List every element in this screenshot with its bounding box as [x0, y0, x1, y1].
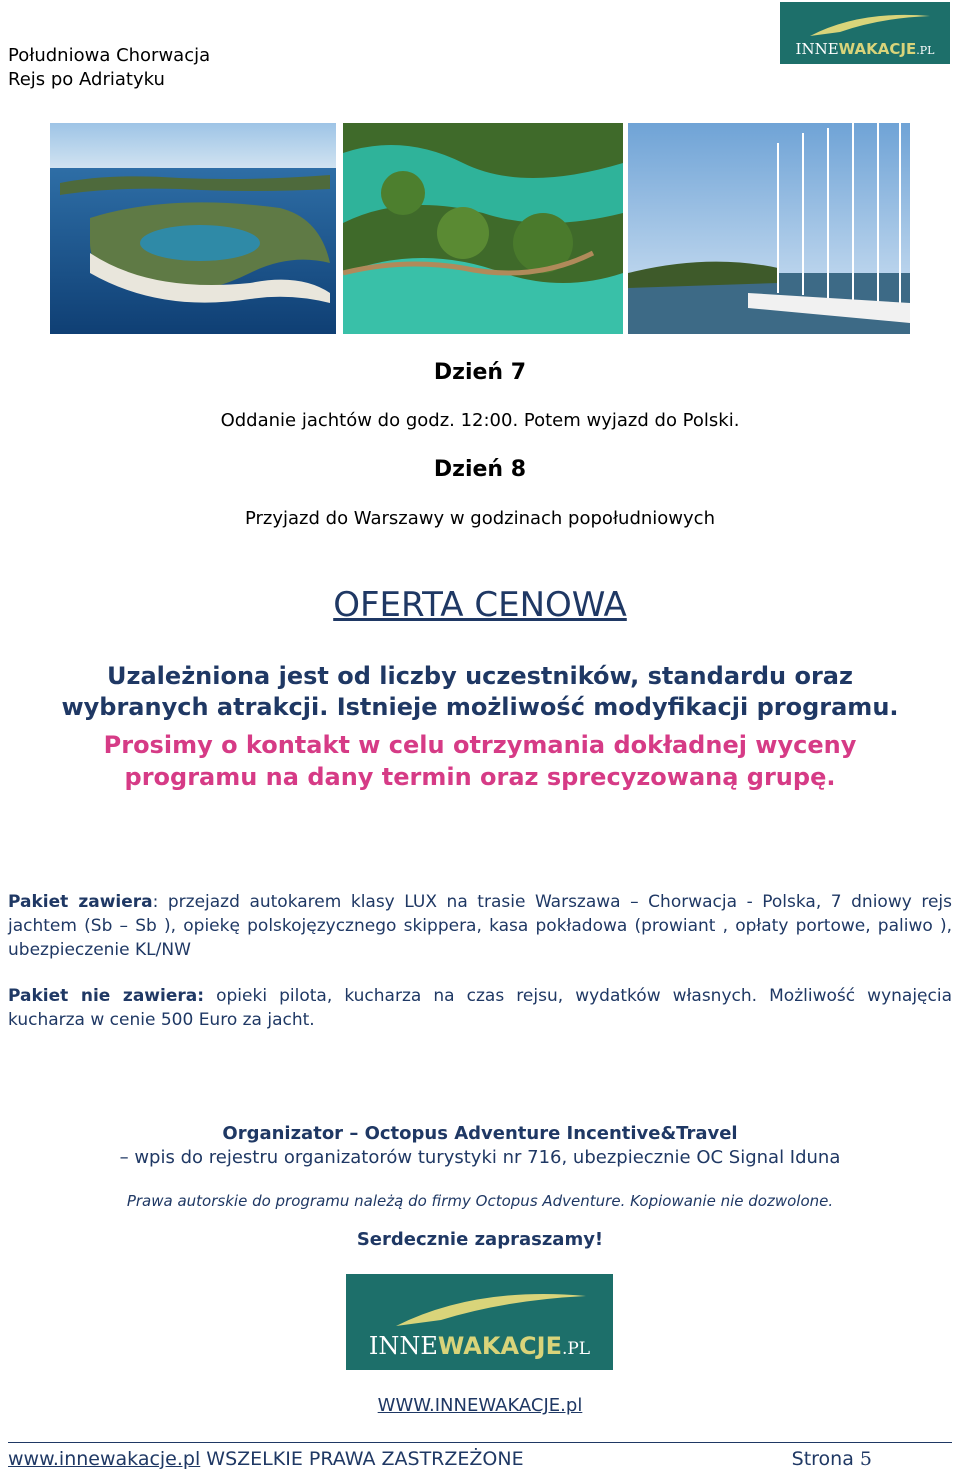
offer-line-1: Uzależniona jest od liczby uczestników, standardu oraz [107, 662, 853, 690]
day-7-title: Dzień 7 [433, 360, 527, 385]
organizer-title: Organizator – Octopus Adventure Incentive&Travel [222, 1123, 738, 1144]
logo-wakacje: WAKACJE [838, 40, 917, 58]
header-trip: Rejs po Adriatyku [8, 69, 165, 90]
logo-inne: INNE [368, 1332, 438, 1360]
landscape-coast-icon [50, 123, 336, 334]
includes-label: Pakiet zawiera [8, 892, 153, 912]
day-8-title: Dzień 8 [433, 457, 527, 482]
logo-wakacje: WAKACJE [437, 1332, 562, 1360]
offer-line-2: wybranych atrakcji. Istnieje możliwość modyfikacji programu. [61, 693, 899, 721]
header-title-block [8, 44, 210, 92]
package-excludes [8, 984, 952, 1032]
offer-title: OFERTA CENOWA [333, 585, 627, 625]
includes-text: : przejazd autokarem klasy LUX na trasie Warszawa – Chorwacja - Polska, 7 dniowy rejs jachtem (Sb – Sb ), opiekę polskojęzycznego skippera, kasa pokładowa (prowiant , opłaty portowe, paliwo ), ubezpieczenie KL/NW [8, 892, 952, 960]
header-region: Południowa Chorwacja [8, 45, 211, 66]
logo-pl: .PL [561, 1339, 591, 1359]
excludes-label: Pakiet nie zawiera: [8, 986, 205, 1006]
brand-logo-top [780, 2, 950, 64]
plitvice-lakes-photo [343, 123, 623, 334]
footer [8, 1448, 952, 1470]
footer-rights: WSZELKIE PRAWA ZASTRZEŻONE [200, 1448, 524, 1470]
page-number: 5 [859, 1448, 872, 1470]
footer-divider [8, 1442, 952, 1443]
copyright-note: Prawa autorskie do programu należą do firmy Octopus Adventure. Kopiowanie nie dozwolone. [126, 1192, 834, 1210]
landscape-lakes-icon [343, 123, 623, 334]
excludes-text: opieki pilota, kucharza na czas rejsu, wydatków własnych. Możliwość wynajęcia kucharza w cenie 500 Euro za jacht. [8, 986, 952, 1030]
brand-logo-bottom [346, 1274, 613, 1370]
marina-yachts-icon [628, 123, 910, 334]
footer-link[interactable]: www.innewakacje.pl [8, 1448, 201, 1470]
page-label: Strona [791, 1448, 854, 1470]
organizer-registry: – wpis do rejestru organizatorów turystyki nr 716, ubezpiecznie OC Signal Iduna [119, 1147, 841, 1168]
day-7-text: Oddanie jachtów do godz. 12:00. Potem wyjazd do Polski. [220, 410, 740, 431]
logo-pl: .PL [916, 44, 935, 57]
website-link[interactable]: WWW.INNEWAKACJE.pl [377, 1395, 583, 1416]
greeting: Serdecznie zapraszamy! [356, 1229, 604, 1250]
website-row [0, 1395, 960, 1416]
package-includes [8, 890, 952, 962]
contact-line-1: Prosimy o kontakt w celu otrzymania dokładnej wyceny [103, 731, 857, 759]
contact-line-2: programu na dany termin oraz sprecyzowaną grupę. [124, 763, 836, 791]
marina-yachts-photo [628, 123, 910, 334]
aerial-islands-photo [50, 123, 336, 334]
day-8-text: Przyjazd do Warszawy w godzinach popołudniowych [244, 508, 715, 529]
page-indicator [792, 1448, 872, 1470]
logo-inne: INNE [795, 40, 839, 58]
